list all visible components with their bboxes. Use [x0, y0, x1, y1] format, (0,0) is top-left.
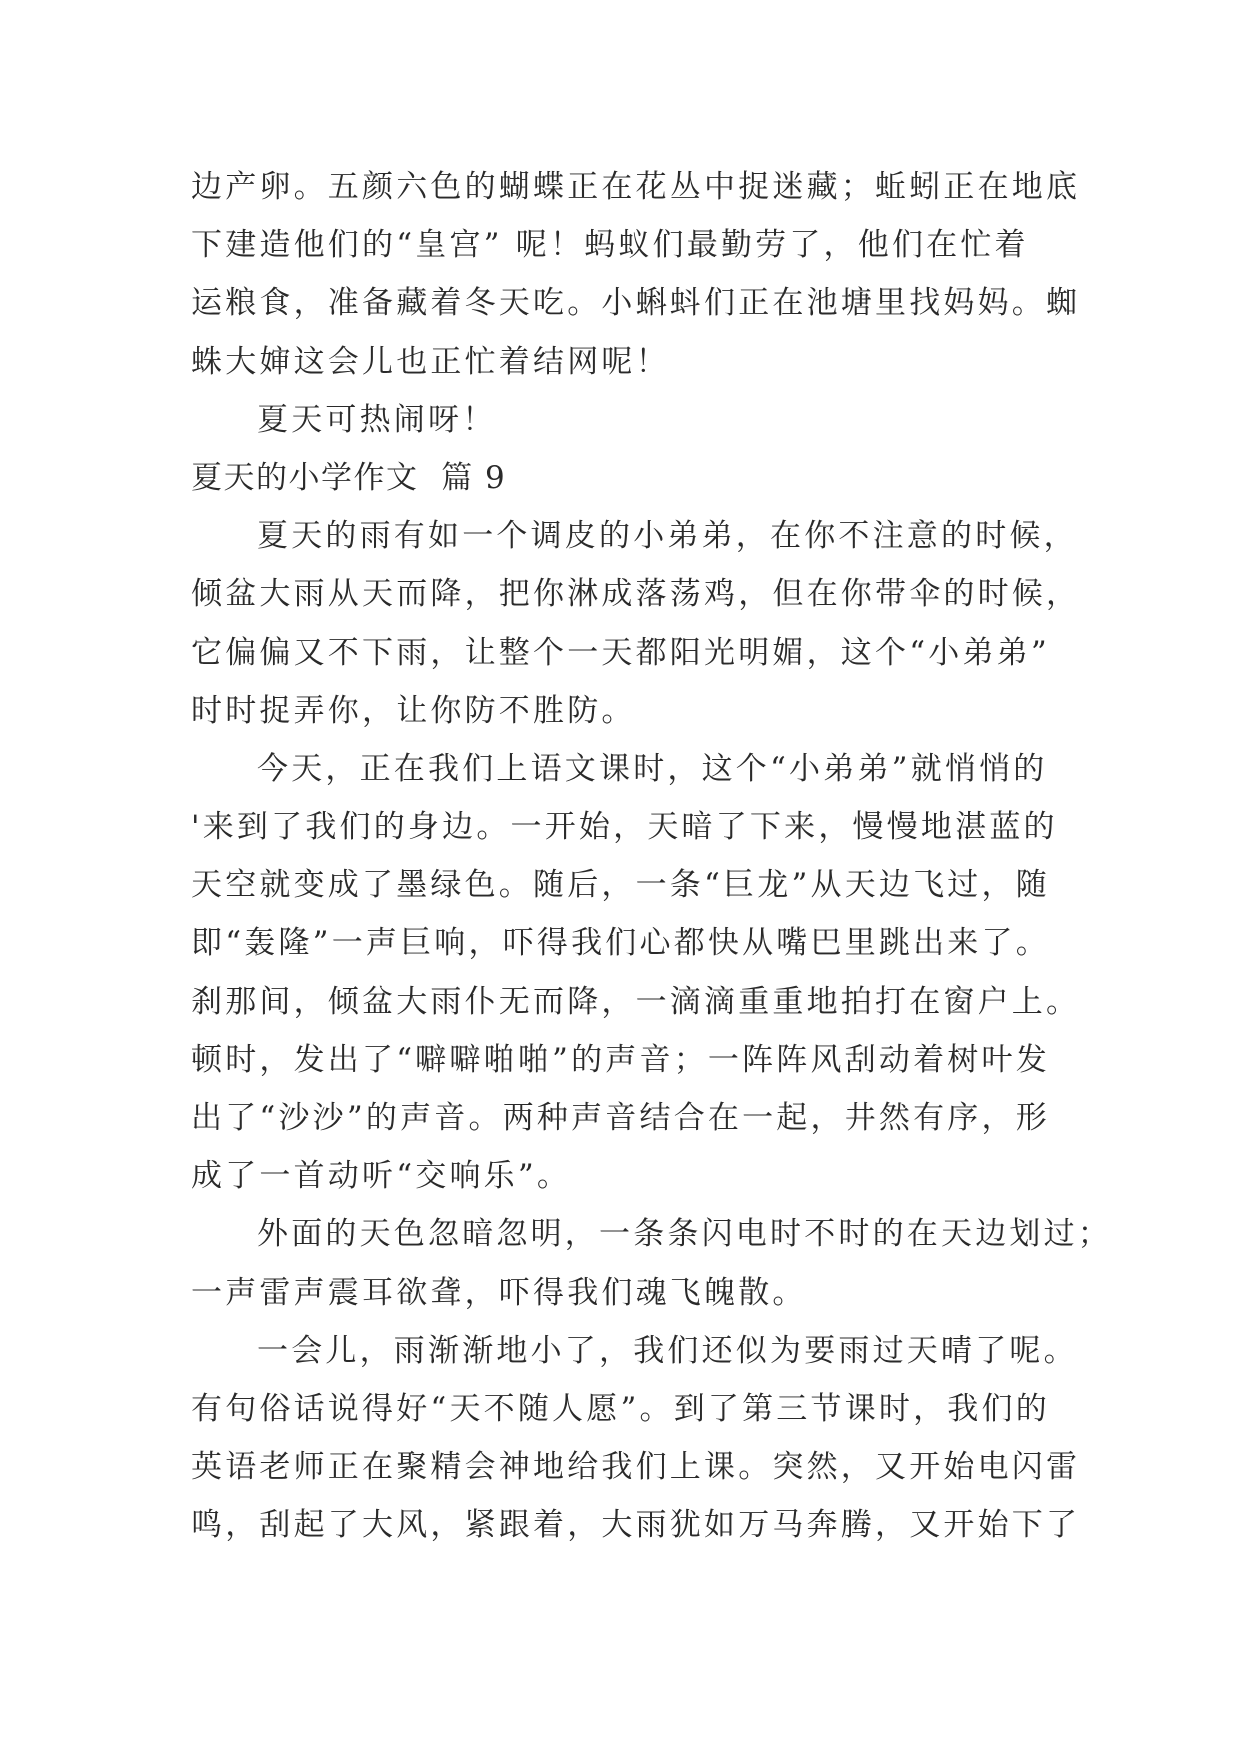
text-line: 有句俗话说得好“天不随人愿”。到了第三节课时，我们的	[191, 1390, 1050, 1427]
text-line: 出了“沙沙”的声音。两种声音结合在一起，井然有序，形	[191, 1100, 1050, 1136]
text-line: 夏天的雨有如一个调皮的小弟弟，在你不注意的时候，	[257, 518, 1078, 555]
text-line: 成了一首动听“交响乐”。	[191, 1158, 572, 1195]
text-line: 时时捉弄你，让你防不胜防。	[191, 692, 636, 729]
text-line: 蛛大婶这会儿也正忙着结网呢！	[191, 343, 670, 380]
text-line: 一会儿，雨渐渐地小了，我们还似为要雨过天晴了呢。	[257, 1332, 1078, 1369]
text-line: 它偏偏又不下雨，让整个一天都阳光明媚，这个“小弟弟”	[191, 634, 1050, 671]
text-line: 即“轰隆”一声巨响，吓得我们心都快从嘴巴里跳出来了。	[191, 925, 1050, 962]
text-line: 鸣，刮起了大风，紧跟着，大雨犹如万马奔腾，又开始下了	[191, 1507, 1081, 1544]
essay-text	[191, 158, 1112, 1555]
text-line: 夏天可热闹呀！	[257, 401, 497, 438]
text-line: '来到了我们的身边。一开始，天暗了下来，慢慢地湛蓝的	[191, 809, 1058, 846]
essay-heading: 夏天的小学作文 篇 9	[191, 459, 507, 496]
text-line: 运粮食，准备藏着冬天吃。小蝌蚪们正在池塘里找妈妈。蜘	[191, 285, 1081, 322]
text-line: 下建造他们的“皇宫” 呢！蚂蚁们最勤劳了，他们在忙着	[191, 227, 1029, 264]
text-line: 刹那间，倾盆大雨仆无而降，一滴滴重重地拍打在窗户上。	[191, 983, 1081, 1020]
text-line: 边产卵。五颜六色的蝴蝶正在花丛中捉迷藏；蚯蚓正在地底	[191, 169, 1081, 205]
text-line: 英语老师正在聚精会神地给我们上课。突然，又开始电闪雷	[191, 1449, 1081, 1486]
text-line: 外面的天色忽暗忽明，一条条闪电时不时的在天边划过；	[257, 1216, 1112, 1253]
text-line: 倾盆大雨从天而降，把你淋成落荡鸡，但在你带伞的时候，	[191, 576, 1081, 613]
text-line: 一声雷声震耳欲聋，吓得我们魂飞魄散。	[191, 1274, 807, 1311]
text-line: 天空就变成了墨绿色。随后，一条“巨龙”从天边飞过，随	[191, 867, 1050, 904]
text-line: 顿时，发出了“噼噼啪啪”的声音；一阵阵风刮动着树叶发	[191, 1041, 1050, 1078]
text-line: 今天，正在我们上语文课时，这个“小弟弟”就悄悄的	[257, 750, 1048, 787]
